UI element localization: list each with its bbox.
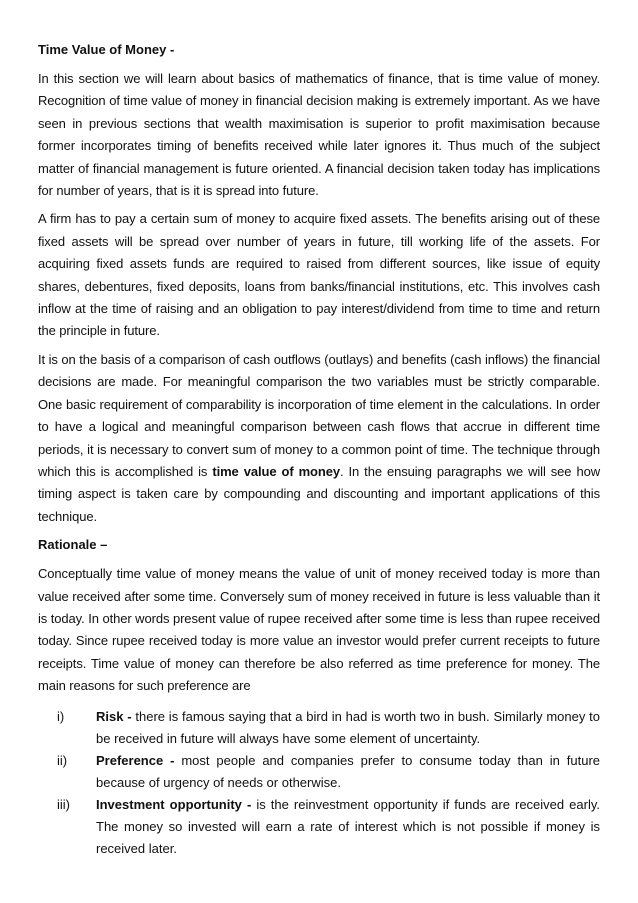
list-item-number: iii): [57, 796, 70, 812]
list-item-body: [96, 794, 600, 860]
paragraph-rationale: Conceptually time value of money means the value of unit of money received today is more than value received after some time. Conversely sum of money received in future is less valuable than it is today. In other words present value of rupee received after some time is less than rupee received today. Since rupee received today is more value an investor would prefer current receipts to future receipts. Time value of money can therefore be also referred as time preference for money. The main reasons for such preference are: [38, 566, 600, 694]
paragraph-comparison: [38, 349, 600, 528]
list-item-term: Investment opportunity -: [96, 796, 252, 812]
list-item-body: [96, 706, 600, 750]
list-item-number: i): [57, 708, 65, 724]
section-title: Time Value of Money -: [38, 42, 175, 57]
list-item: [38, 706, 600, 750]
list-item-text: most people and companies prefer to consume today than in future because of urgency of needs or otherwise.: [96, 752, 600, 790]
list-item-term: Risk -: [96, 708, 132, 724]
list-item-body: [96, 750, 600, 794]
paragraph-comparison-text: It is on the basis of a comparison of cash outflows (outlays) and benefits (cash inflows) the financial decisions are made. For meaningful comparison the two variables must be strictly comparable. One basic requirement of comparability is incorporation of time element in the calculations. In order to have a logical and meaningful comparison between cash flows that accrue in different time periods, it is necessary to convert sum of money to a common point of time. The technique through which this is accomplished is: [38, 351, 600, 479]
list-item: [38, 794, 600, 860]
list-item-number: ii): [57, 752, 68, 768]
rationale-heading: Rationale –: [38, 537, 108, 553]
paragraph-comparison-end: . In the ensuing paragraphs we will see how timing aspect is taken care by compounding and discounting and important applications of this technique.: [38, 463, 600, 524]
list-item-text: there is famous saying that a bird in had is worth two in bush. Similarly money to be received in future will always have some element of uncertainty.: [96, 708, 601, 746]
list-item: [38, 750, 600, 794]
reasons-list: [38, 706, 600, 860]
paragraph-intro: In this section we will learn about basics of mathematics of finance, that is time value of money. Recognition of time value of money in financial decision making is extremely important. As we have seen in previous sections that wealth maximisation is superior to profit maximisation because former incorporates timing of benefits received while later ignores it. Thus much of the subject matter of financial management is future oriented. A financial decision taken today has implications for number of years, that is it is spread into future.: [38, 71, 600, 199]
term-time-value-of-money: time value of money: [212, 463, 340, 479]
list-item-term: Preference -: [96, 752, 175, 768]
list-item-text: is the reinvestment opportunity if funds are received early. The money so invested will earn a rate of interest which is not possible if money is received later.: [96, 796, 601, 856]
paragraph-fixed-assets: A firm has to pay a certain sum of money to acquire fixed assets. The benefits arising out of these fixed assets will be spread over number of years in future, till working life of the assets. For acquiring fixed assets funds are required to raised from different sources, like issue of equity shares, debentures, fixed deposits, loans from banks/financial institutions, etc. This involves cash inflow at the time of raising and an obligation to pay interest/dividend from time to time and return the principle in future.: [38, 211, 600, 339]
